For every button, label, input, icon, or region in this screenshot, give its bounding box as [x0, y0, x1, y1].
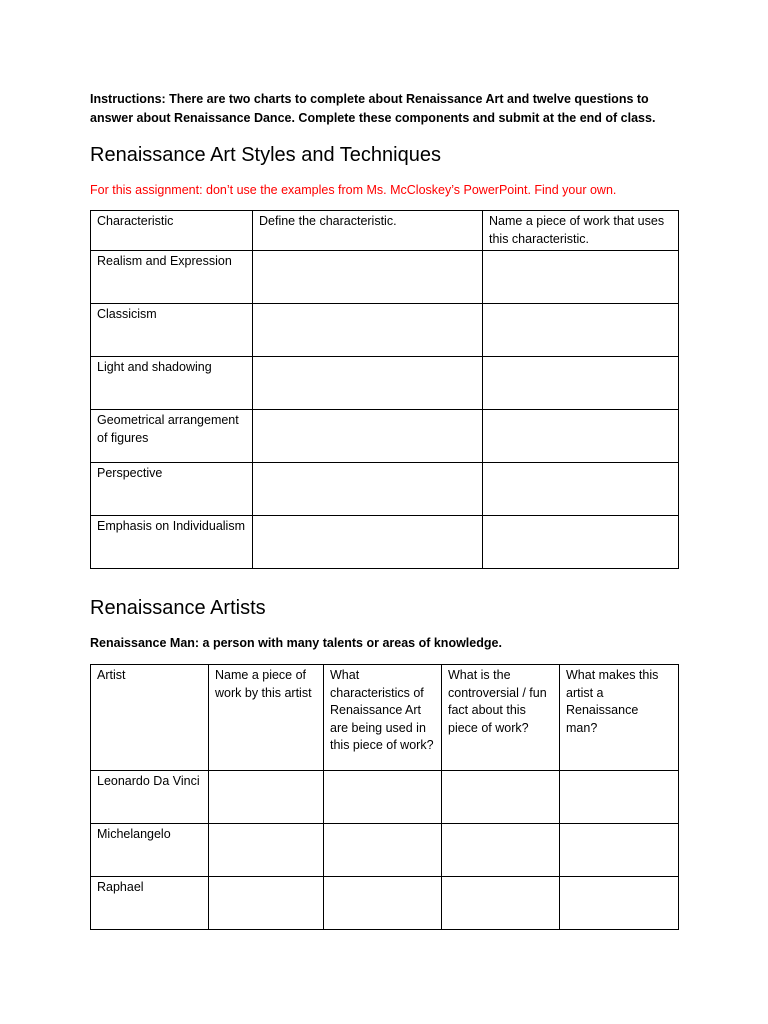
answer-cell[interactable] [209, 771, 324, 824]
definition-cell[interactable] [253, 463, 483, 516]
answer-cell[interactable] [442, 771, 560, 824]
header-characteristics: What characteristics of Renaissance Art are being used in this piece of work? [324, 665, 442, 771]
definition-cell[interactable] [253, 357, 483, 410]
header-characteristic: Characteristic [91, 211, 253, 251]
table-header-row [91, 665, 679, 771]
table-row [91, 771, 679, 824]
work-cell[interactable] [483, 516, 679, 569]
table-row [91, 877, 679, 930]
artist-label: Michelangelo [91, 824, 209, 877]
header-fun-fact: What is the controversial / fun fact about this piece of work? [442, 665, 560, 771]
definition-cell[interactable] [253, 304, 483, 357]
header-piece: Name a piece of work by this artist [209, 665, 324, 771]
definition-cell[interactable] [253, 516, 483, 569]
header-artist: Artist [91, 665, 209, 771]
answer-cell[interactable] [442, 877, 560, 930]
work-cell[interactable] [483, 304, 679, 357]
art-styles-table [90, 210, 679, 569]
table-header-row [91, 211, 679, 251]
answer-cell[interactable] [560, 824, 679, 877]
characteristic-label: Light and shadowing [91, 357, 253, 410]
work-cell[interactable] [483, 410, 679, 463]
header-work: Name a piece of work that uses this characteristic. [483, 211, 679, 251]
art-styles-title: Renaissance Art Styles and Techniques [90, 144, 441, 166]
table-row [91, 463, 679, 516]
table-row [91, 357, 679, 410]
answer-cell[interactable] [560, 877, 679, 930]
answer-cell[interactable] [324, 824, 442, 877]
answer-cell[interactable] [560, 771, 679, 824]
characteristic-label: Realism and Expression [91, 251, 253, 304]
artist-label: Raphael [91, 877, 209, 930]
answer-cell[interactable] [209, 824, 324, 877]
characteristic-label: Perspective [91, 463, 253, 516]
answer-cell[interactable] [442, 824, 560, 877]
characteristic-label: Emphasis on Individualism [91, 516, 253, 569]
instructions-text: Instructions: There are two charts to complete about Renaissance Art and twelve questions to answer about Renaissance Dance. Complete these components and submit at the end of class. [90, 92, 656, 125]
answer-cell[interactable] [324, 771, 442, 824]
answer-cell[interactable] [209, 877, 324, 930]
artists-title: Renaissance Artists [90, 597, 266, 619]
table-row [91, 304, 679, 357]
characteristic-label: Geometrical arrangement of figures [91, 410, 253, 463]
table-row [91, 410, 679, 463]
answer-cell[interactable] [324, 877, 442, 930]
header-renaissance-man: What makes this artist a Renaissance man? [560, 665, 679, 771]
artist-label: Leonardo Da Vinci [91, 771, 209, 824]
table-row [91, 516, 679, 569]
worksheet-page [90, 90, 678, 930]
artists-table [90, 664, 679, 930]
definition-cell[interactable] [253, 410, 483, 463]
characteristic-label: Classicism [91, 304, 253, 357]
renaissance-man-definition: Renaissance Man: a person with many talents or areas of knowledge. [90, 636, 502, 650]
header-define: Define the characteristic. [253, 211, 483, 251]
definition-cell[interactable] [253, 251, 483, 304]
table-row [91, 824, 679, 877]
work-cell[interactable] [483, 463, 679, 516]
work-cell[interactable] [483, 251, 679, 304]
table-row [91, 251, 679, 304]
work-cell[interactable] [483, 357, 679, 410]
assignment-note: For this assignment: don’t use the examples from Ms. McCloskey’s PowerPoint. Find your own. [90, 183, 617, 197]
